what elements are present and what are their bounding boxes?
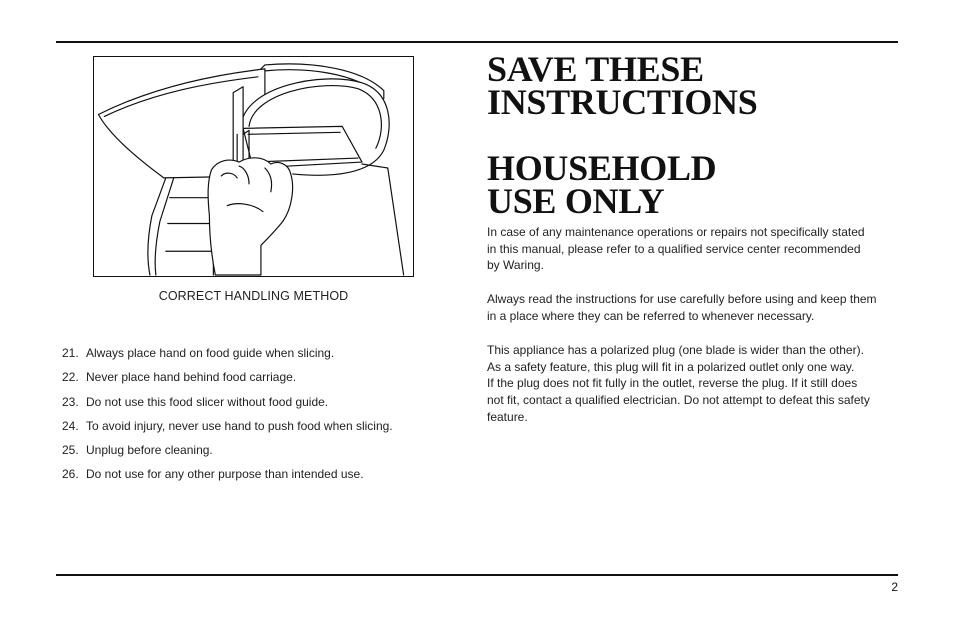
paragraph-line: not fit, contact a qualified electrician. Do not attempt to defeat this safety [487,393,870,408]
list-item [62,395,462,419]
paragraph-line: This appliance has a polarized plug (one blade is wider than the other). [487,343,864,357]
list-item-text: Always place hand on food guide when slicing. [86,346,335,360]
page-number: 2 [891,580,898,594]
paragraph-line: Always read the instructions for use carefully before using and keep them [487,292,877,306]
list-item [62,346,462,370]
list-item-text: Unplug before cleaning. [86,443,213,458]
list-item-number: 24. [62,418,79,433]
paragraph-line: in this manual, please refer to a qualified service center recommended [487,241,861,256]
read-instructions-paragraph [487,291,902,324]
list-item-text: Do not use this food slicer without food guide. [86,394,329,409]
slicer-hand-illustration [94,57,413,276]
safety-rules-list [62,346,462,492]
list-item-number: 25. [62,443,79,458]
list-item-number: 21. [62,346,79,360]
save-instructions-heading [487,49,758,122]
list-item-text: Do not use for any other purpose than intended use. [86,467,364,482]
maintenance-paragraph [487,224,902,274]
heading-line: HOUSEHOLD [487,148,717,188]
list-item-text: Never place hand behind food carriage. [86,370,297,385]
paragraph-line: by Waring. [487,258,544,273]
list-item [62,443,462,467]
polarized-plug-paragraph [487,342,902,426]
paragraph-line: As a safety feature, this plug will fit in a polarized outlet only one way. [487,359,855,374]
list-item-number: 23. [62,394,79,409]
heading-line: INSTRUCTIONS [487,82,758,122]
heading-line: USE ONLY [487,181,665,221]
heading-line: SAVE THESE [487,49,704,89]
list-item [62,467,462,491]
figure-caption: CORRECT HANDLING METHOD [158,289,349,303]
list-item-number: 26. [62,467,79,482]
paragraph-line: If the plug does not fit fully in the outlet, reverse the plug. If it still does [487,376,858,391]
paragraph-line: in a place where they can be referred to whenever necessary. [487,308,815,323]
paragraph-line: In case of any maintenance operations or repairs not specifically stated [487,225,865,239]
top-rule [56,41,898,43]
figure-frame [93,56,414,277]
paragraph-line: feature. [487,409,528,424]
list-item [62,419,462,443]
household-use-heading [487,148,717,221]
bottom-rule [56,574,898,576]
list-item-text: To avoid injury, never use hand to push food when slicing. [86,418,393,433]
list-item [62,370,462,394]
list-item-number: 22. [62,370,79,385]
